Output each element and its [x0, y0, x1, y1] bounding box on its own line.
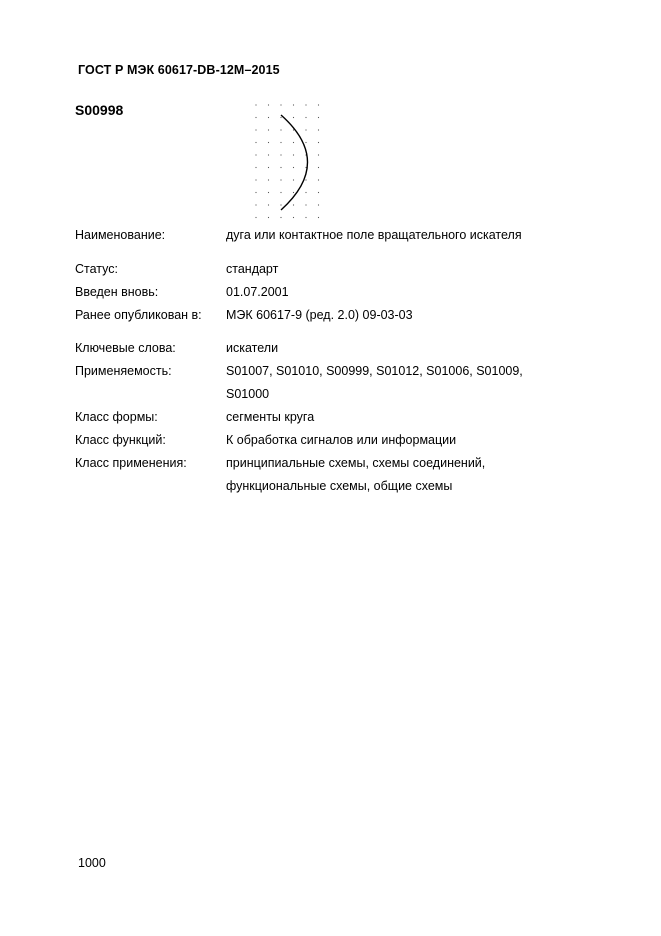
- field-value-shape-class: сегменты круга: [226, 410, 315, 424]
- grid-dot: [280, 192, 281, 193]
- field-value-applicability: S01007, S01010, S00999, S01012, S01006, S01009, S01000: [226, 364, 523, 401]
- field-value-keywords: искатели: [226, 341, 279, 355]
- grid-dot: [268, 192, 269, 193]
- symbol-code: S00998: [75, 102, 124, 118]
- grid-dot: [318, 142, 319, 143]
- grid-dot: [280, 104, 281, 105]
- grid-dot: [255, 154, 256, 155]
- field-value-published: МЭК 60617-9 (ред. 2.0) 09-03-03: [226, 308, 413, 322]
- grid-dot: [268, 217, 269, 218]
- grid-dot: [268, 204, 269, 205]
- grid-dot: [268, 104, 269, 105]
- grid-dot: [280, 142, 281, 143]
- grid-dot: [255, 117, 256, 118]
- field-value-name: дуга или контактное поле вращательного искателя: [226, 228, 522, 242]
- grid-dot: [280, 167, 281, 168]
- grid-dot: [280, 179, 281, 180]
- field-value-function-class: К обработка сигналов или информации: [226, 433, 457, 447]
- grid-dot: [268, 142, 269, 143]
- arc-symbol-figure: [250, 100, 326, 226]
- standard-header: ГОСТ Р МЭК 60617-DB-12M–2015: [78, 63, 280, 77]
- field-label-published: Ранее опубликован в:: [75, 308, 202, 322]
- grid-dot: [305, 142, 306, 143]
- grid-dot: [305, 179, 306, 180]
- grid-dot: [293, 129, 294, 130]
- grid-dot: [305, 117, 306, 118]
- field-label-introduced: Введен вновь:: [75, 285, 159, 299]
- grid-dot: [280, 217, 281, 218]
- grid-dot: [255, 104, 256, 105]
- field-label-applicability: Применяемость:: [75, 364, 172, 378]
- grid-dot: [255, 167, 256, 168]
- field-label-status: Статус:: [75, 262, 118, 276]
- field-value-application-class: принципиальные схемы, схемы соединений, функциональные схемы, общие схемы: [226, 456, 486, 493]
- grid-dot: [318, 104, 319, 105]
- field-value-status: стандарт: [226, 262, 279, 276]
- field-label-function-class: Класс функций:: [75, 433, 166, 447]
- grid-dot: [318, 154, 319, 155]
- grid-dot: [293, 167, 294, 168]
- grid-dot: [318, 179, 319, 180]
- grid-dot: [318, 117, 319, 118]
- grid-dot: [293, 142, 294, 143]
- grid-dot: [268, 179, 269, 180]
- field-value-introduced: 01.07.2001: [226, 285, 289, 299]
- grid-dot: [305, 104, 306, 105]
- grid-dot: [293, 192, 294, 193]
- grid-dot: [293, 179, 294, 180]
- field-label-keywords: Ключевые слова:: [75, 341, 176, 355]
- grid-dot: [280, 204, 281, 205]
- grid-dot: [280, 154, 281, 155]
- grid-dot: [255, 129, 256, 130]
- grid-dot: [280, 129, 281, 130]
- grid-dot: [268, 154, 269, 155]
- grid-dot: [318, 204, 319, 205]
- grid-dot: [255, 192, 256, 193]
- grid-dot: [293, 154, 294, 155]
- grid-dot: [268, 167, 269, 168]
- grid-dot: [318, 167, 319, 168]
- grid-dot: [305, 129, 306, 130]
- grid-dot: [280, 117, 281, 118]
- grid-dot: [318, 129, 319, 130]
- field-label-shape-class: Класс формы:: [75, 410, 158, 424]
- grid-dot: [305, 204, 306, 205]
- grid-dot: [255, 204, 256, 205]
- grid-dot: [305, 192, 306, 193]
- grid-dot: [305, 217, 306, 218]
- grid-dot: [255, 217, 256, 218]
- grid-dot: [255, 142, 256, 143]
- grid-dot: [293, 104, 294, 105]
- grid-dot: [255, 179, 256, 180]
- field-label-application-class: Класс применения:: [75, 456, 187, 470]
- field-label-name: Наименование:: [75, 228, 166, 242]
- grid-dot: [318, 217, 319, 218]
- grid-dot: [268, 117, 269, 118]
- page-number: 1000: [78, 856, 106, 870]
- grid-dot: [293, 204, 294, 205]
- grid-dot: [293, 117, 294, 118]
- grid-dot: [268, 129, 269, 130]
- grid-dot: [318, 192, 319, 193]
- arc-icon: [281, 115, 308, 210]
- grid-dot: [293, 217, 294, 218]
